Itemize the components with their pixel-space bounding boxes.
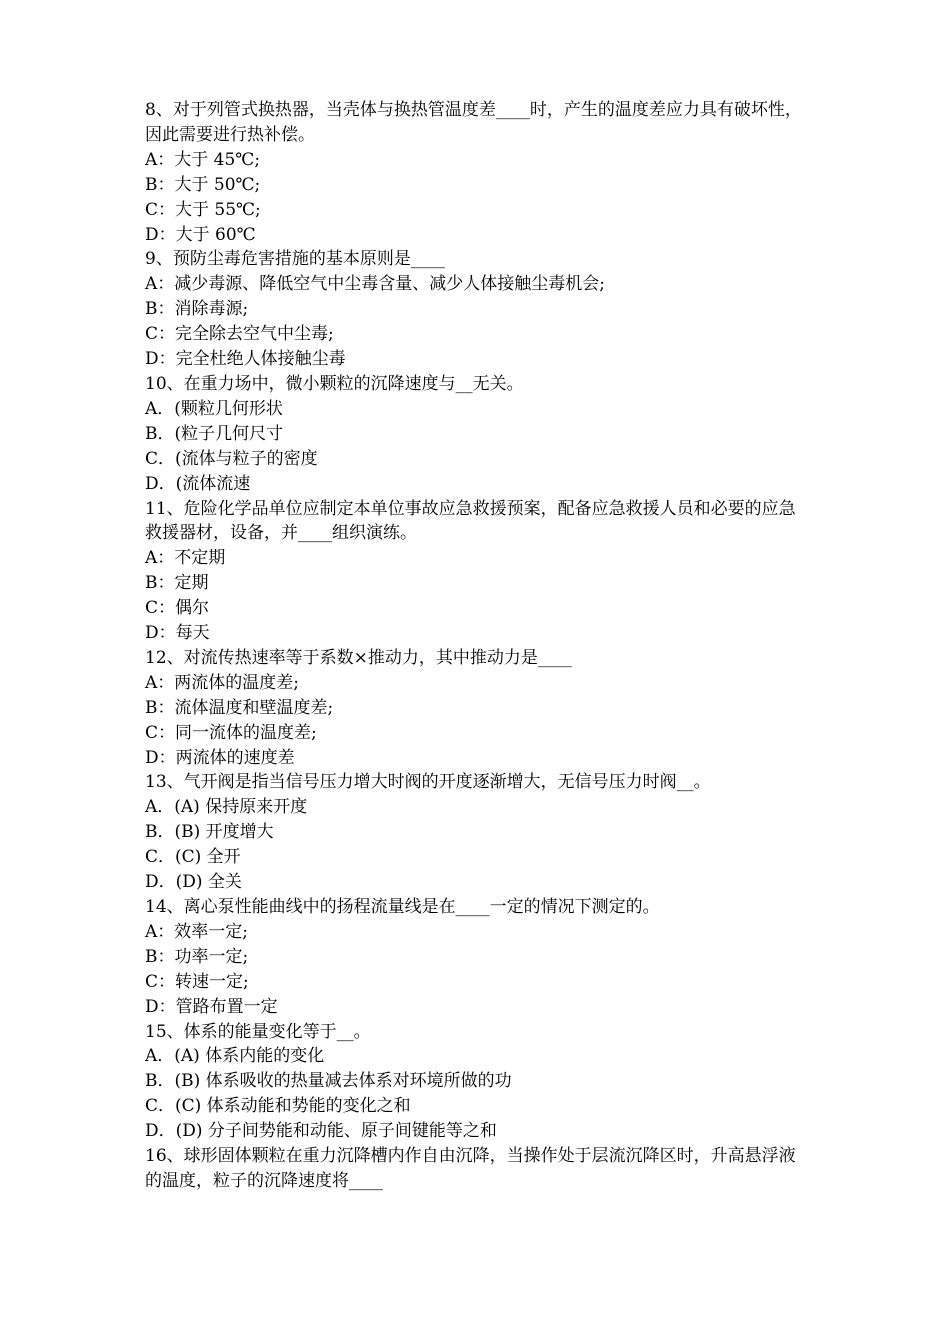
question-stem: 16、球形固体颗粒在重力沉降槽内作自由沉降，当操作处于层流沉降区时，升高悬浮液的温度，粒子的沉降速度将____: [145, 1146, 796, 1191]
document-page: [145, 98, 810, 1194]
option-c: C：完全除去空气中尘毒;: [145, 324, 334, 345]
option-c: C．(C) 全开: [145, 847, 241, 868]
question-stem: 10、在重力场中，微小颗粒的沉降速度与__无关。: [145, 373, 524, 394]
option-b: B：消除毒源;: [145, 299, 249, 320]
question-16: [145, 1144, 810, 1194]
question-10: [145, 372, 810, 497]
option-b: B．(粒子几何尺寸: [145, 423, 284, 444]
question-stem: 14、离心泵性能曲线中的扬程流量线是在____一定的情况下测定的。: [145, 897, 660, 917]
question-stem: 13、气开阀是指当信号压力增大时阀的开度逐渐增大，无信号压力时阀__。: [145, 772, 711, 793]
option-a: A．(A) 保持原来开度: [145, 797, 308, 818]
option-c: C：偶尔: [145, 598, 210, 619]
option-a: A：大于 45℃;: [145, 149, 261, 170]
question-13: [145, 770, 810, 895]
question-stem: 11、危险化学品单位应制定本单位事故应急救援预案，配备应急救援人员和必要的应急救援器材，设备，并____组织演练。: [145, 498, 796, 544]
option-d: D：大于 60℃: [145, 224, 256, 245]
question-stem: 8、对于列管式换热器，当壳体与换热管温度差____时，产生的温度差应力具有破坏性，因此需要进行热补偿。: [145, 100, 802, 145]
option-b: B：大于 50℃;: [145, 174, 261, 195]
option-d: D：管路布置一定: [145, 996, 278, 1017]
option-c: C．(流体与粒子的密度: [145, 448, 318, 469]
question-stem: 9、预防尘毒危害措施的基本原则是____: [145, 249, 445, 270]
question-14: [145, 895, 810, 1020]
question-12: [145, 646, 810, 771]
option-a: A．(A) 体系内能的变化: [145, 1046, 325, 1067]
option-d: D：完全杜绝人体接触尘毒: [145, 349, 346, 370]
option-b: B．(B) 开度增大: [145, 822, 274, 843]
option-d: D．(D) 全关: [145, 872, 242, 893]
option-c: C：大于 55℃;: [145, 199, 261, 220]
option-b: B：流体温度和壁温度差;: [145, 697, 334, 718]
option-d: D：两流体的速度差: [145, 747, 295, 768]
option-c: C：转速一定;: [145, 971, 249, 992]
option-a: A：两流体的温度差;: [145, 672, 300, 693]
question-8: [145, 98, 810, 247]
option-d: D．(D) 分子间势能和动能、原子间键能等之和: [145, 1121, 497, 1142]
question-11: [145, 497, 810, 646]
option-b: B．(B) 体系吸收的热量减去体系对环境所做的功: [145, 1071, 512, 1092]
question-9: [145, 247, 810, 372]
question-15: [145, 1020, 810, 1145]
option-a: A：效率一定;: [145, 921, 249, 942]
option-a: A：减少毒源、降低空气中尘毒含量、减少人体接触尘毒机会;: [145, 274, 606, 295]
option-c: C：同一流体的温度差;: [145, 722, 317, 743]
option-d: D．(流体流速: [145, 473, 251, 494]
question-stem: 12、对流传热速率等于系数×推动力，其中推动力是____: [145, 647, 572, 668]
option-d: D：每天: [145, 623, 210, 644]
question-stem: 15、体系的能量变化等于__。: [145, 1021, 371, 1042]
option-a: A．(颗粒几何形状: [145, 398, 283, 419]
option-b: B：定期: [145, 573, 209, 594]
option-c: C．(C) 体系动能和势能的变化之和: [145, 1096, 411, 1117]
option-b: B：功率一定;: [145, 946, 249, 967]
option-a: A：不定期: [145, 548, 226, 569]
